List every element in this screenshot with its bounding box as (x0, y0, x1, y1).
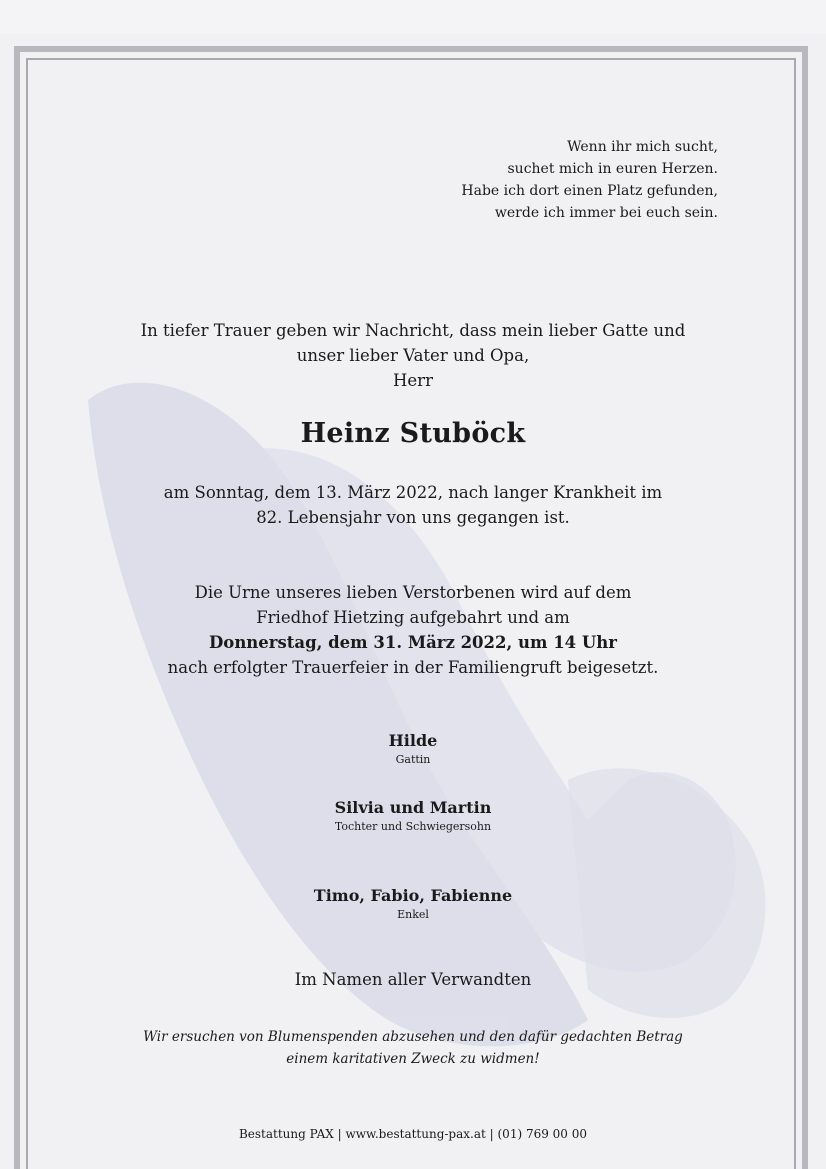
deceased-name: Heinz Stuböck (300, 418, 526, 449)
mourner (40, 885, 786, 923)
relatives-line: Im Namen aller Verwandten (294, 970, 532, 989)
poem-line: suchet mich in euren Herzen. (507, 161, 718, 177)
mourner-name: Hilde (388, 731, 438, 750)
passed-line: am Sonntag, dem 13. März 2022, nach langer Krankheit im (163, 483, 663, 502)
donation-note (40, 1026, 786, 1070)
passing-details (40, 480, 786, 530)
burial-line: Friedhof Hietzing aufgebahrt und am (256, 608, 570, 627)
announcement-intro (40, 318, 786, 393)
mourner-relation: Tochter und Schwiegersohn (334, 820, 492, 833)
passed-line: 82. Lebensjahr von uns gegangen ist. (256, 508, 570, 527)
intro-line: unser lieber Vater und Opa, (296, 346, 530, 365)
mourner-relation: Gattin (395, 753, 431, 766)
burial-details (40, 580, 786, 680)
poem-line: Wenn ihr mich sucht, (567, 139, 718, 155)
mourner (40, 797, 786, 835)
mourner-name: Timo, Fabio, Fabienne (313, 886, 513, 905)
burial-line: nach erfolgter Trauerfeier in der Familiengruft beigesetzt. (167, 658, 659, 677)
poem-line: Habe ich dort einen Platz gefunden, (461, 183, 718, 199)
poem-line: werde ich immer bei euch sein. (494, 205, 718, 221)
mourner-name: Silvia und Martin (334, 798, 492, 817)
intro-line: In tiefer Trauer geben wir Nachricht, dass mein lieber Gatte und (140, 321, 686, 340)
burial-line: Die Urne unseres lieben Verstorbenen wird auf dem (194, 583, 632, 602)
poem (338, 136, 718, 224)
intro-line: Herr (393, 371, 433, 390)
funeral-home-footer: Bestattung PAX | www.bestattung-pax.at | (01) 769 00 00 (238, 1127, 588, 1141)
note-line: einem karitativen Zweck zu widmen! (286, 1051, 540, 1067)
mourner (40, 730, 786, 768)
mourner-relation: Enkel (397, 908, 429, 921)
note-line: Wir ersuchen von Blumenspenden abzusehen und den dafür gedachten Betrag (143, 1029, 683, 1045)
burial-date: Donnerstag, dem 31. März 2022, um 14 Uhr (209, 633, 617, 652)
